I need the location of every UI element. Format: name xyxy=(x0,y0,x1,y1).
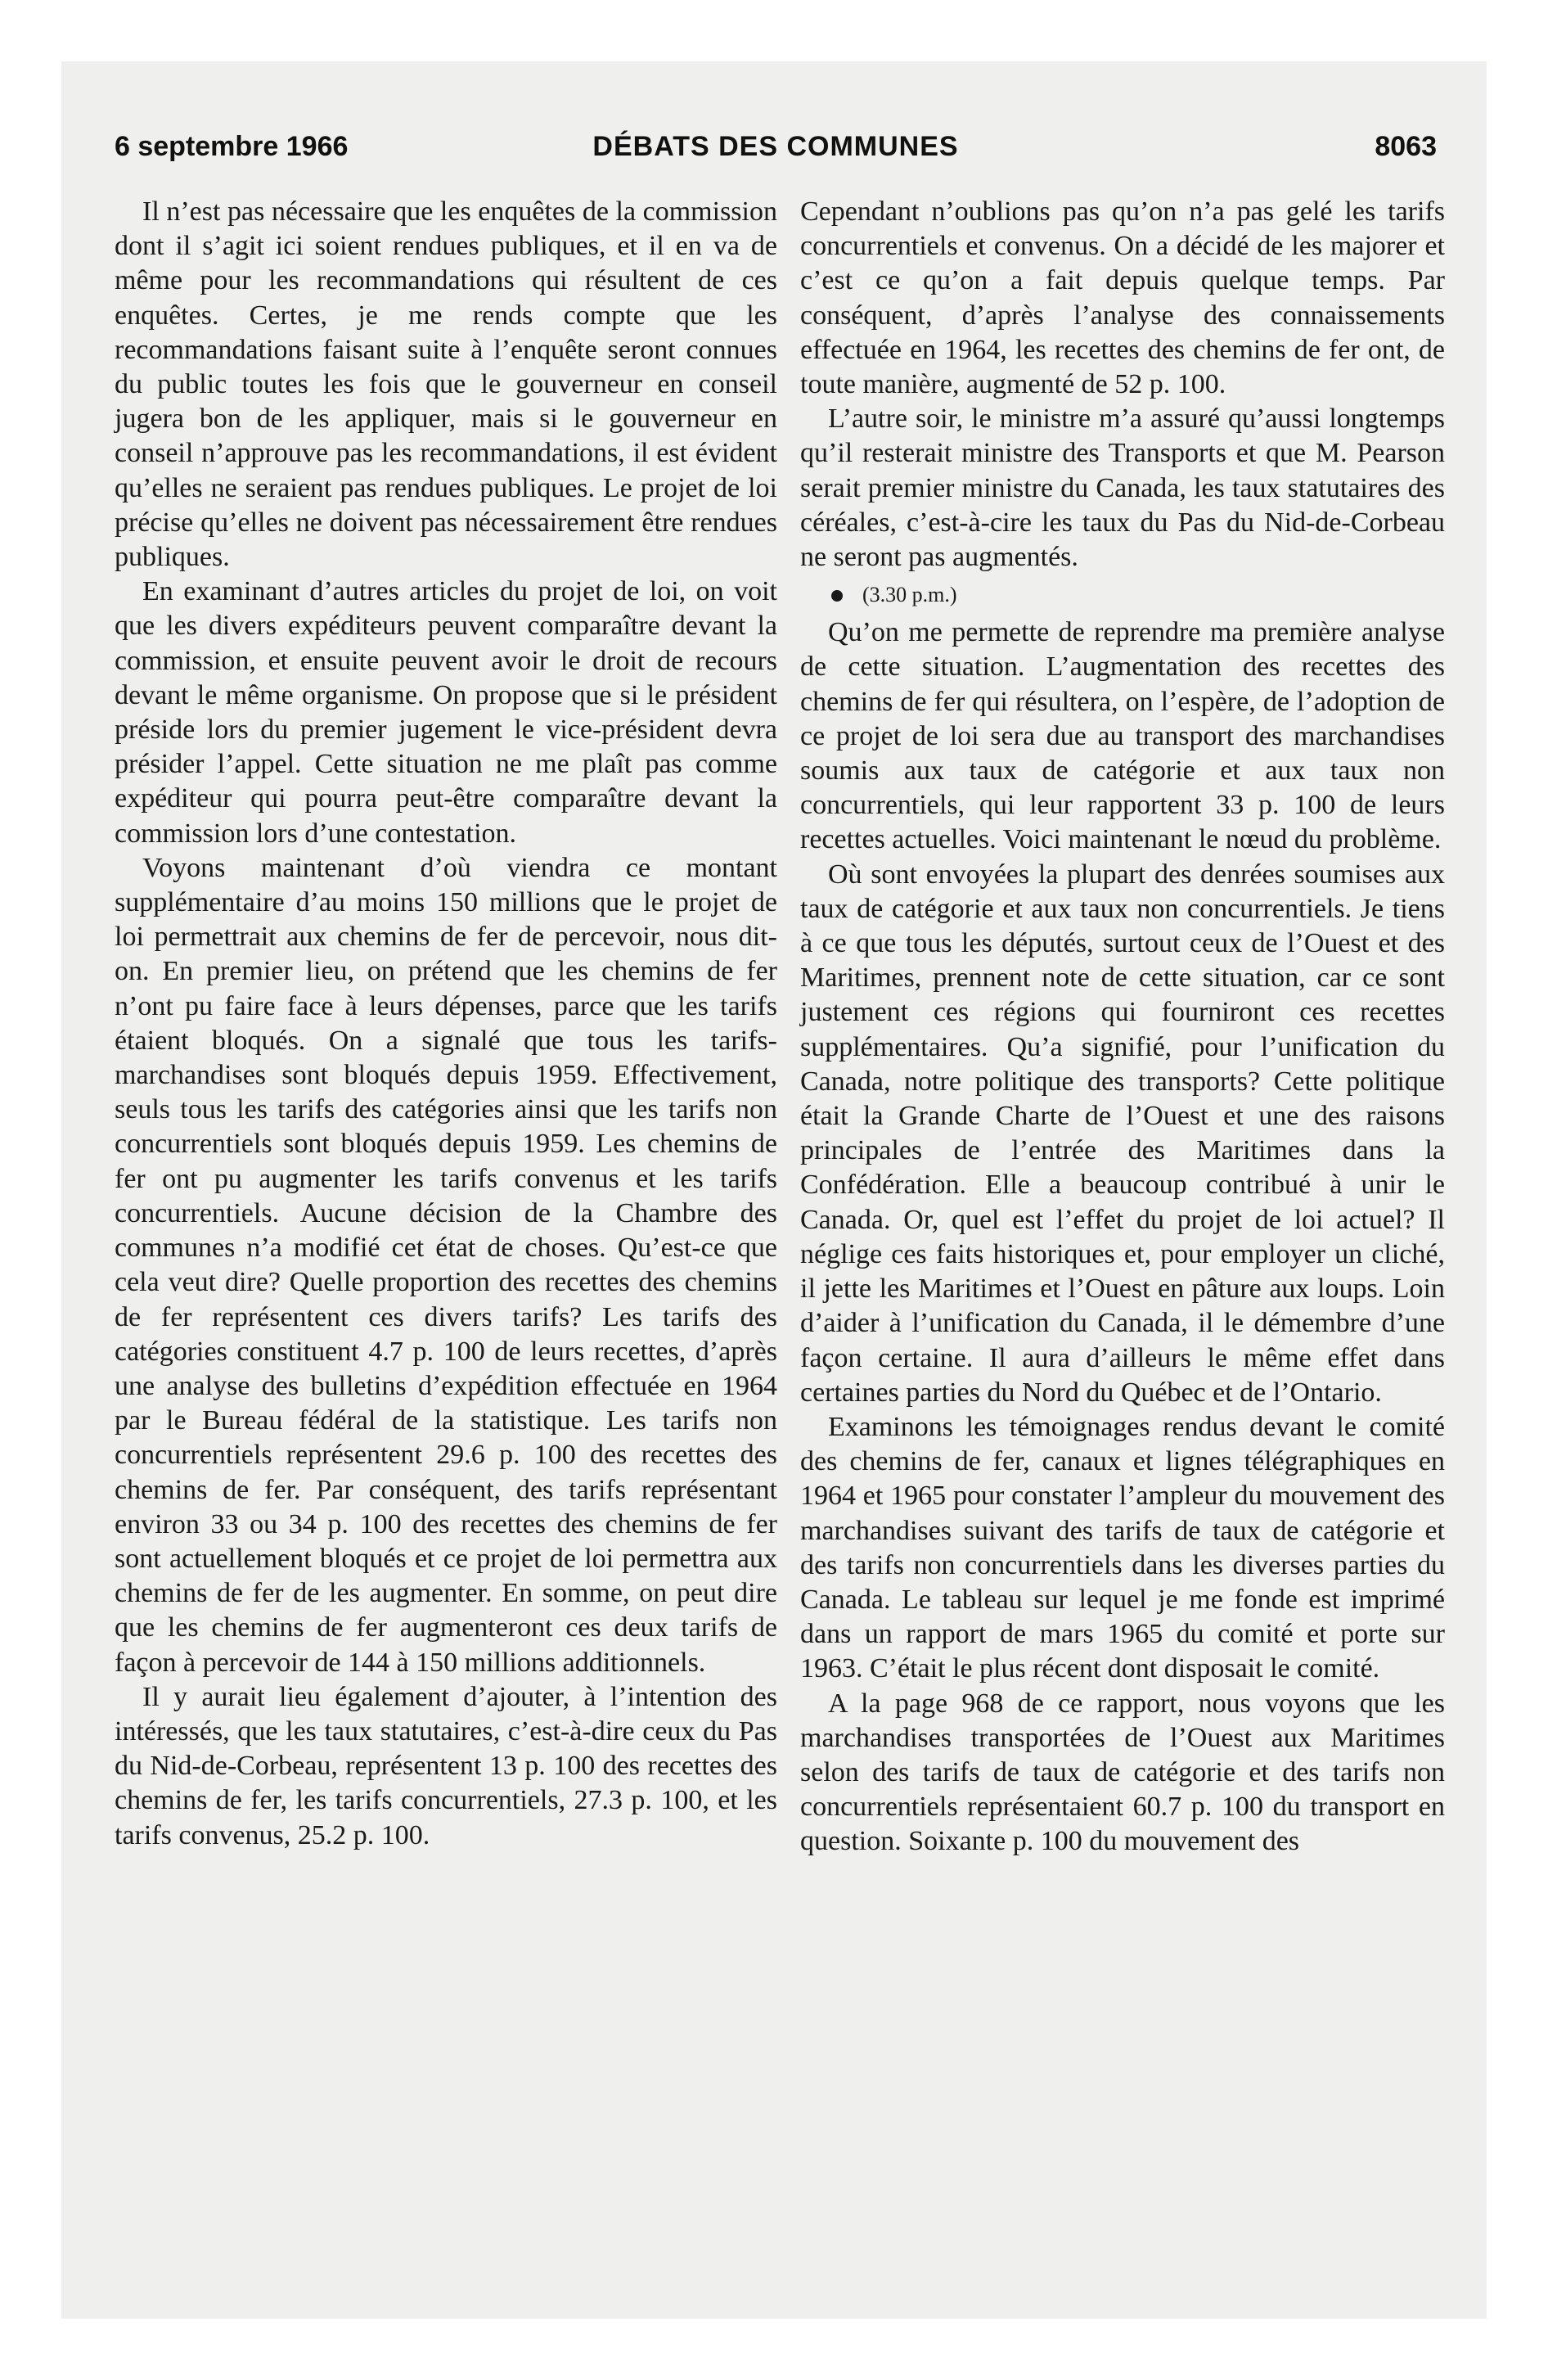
paragraph: Où sont envoyées la plupart des denrées soumises aux taux de catégorie et aux taux non concurrentiels. Je tiens à ce que tous les députés, surtout ceux de l’Ouest et des Maritimes, prennent note de cette situation, car ce sont justement ces régions qui fourniront ces recettes supplémentaires. Qu’a signifié, pour l’unification du Canada, notre politique des transports? Cette politique était la Grande Charte de l’Ouest et une des raisons principales de l’entrée des Maritimes dans la Confédération. Elle a beaucoup contribué à unir le Canada. Or, quel est l’effet du projet de loi actuel? Il néglige ces faits historiques et, pour employer un cliché, il jette les Maritimes et l’Ouest en pâture aux loups. Loin d’aider à l’unification du Canada, il le démembre d’une façon certaine. Il aura d’ailleurs le même effet dans certaines parties du Nord du Québec et de l’Ontario. xyxy=(800,859,1445,1408)
paragraph: L’autre soir, le ministre m’a assuré qu’aussi longtemps qu’il resterait ministre des Transports et que M. Pearson serait premier ministre du Canada, les taux statutaires des céréales, c’est-à-cire les taux du Pas du Nid-de-Corbeau ne seront pas augmentés. xyxy=(800,403,1445,573)
page-header xyxy=(115,131,1437,172)
bullet-icon xyxy=(831,590,843,602)
paragraph: Cependant n’oublions pas qu’on n’a pas gelé les tarifs concurrentiels et convenus. On a décidé de les majorer et c’est ce qu’on a fait depuis quelque temps. Par conséquent, d’après l’analyse des connaissements effectuée en 1964, les recettes des chemins de fer ont, de toute manière, augmenté de 52 p. 100. xyxy=(800,196,1445,400)
paragraph: Voyons maintenant d’où viendra ce montant supplémentaire d’au moins 150 millions que le projet de loi permettrait aux chemins de fer de percevoir, nous dit-on. En premier lieu, on prétend que les chemins de fer n’ont pu faire face à leurs dépenses, parce que les tarifs étaient bloqués. On a signalé que tous les tarifs-marchandises sont bloqués depuis 1959. Effectivement, seuls tous les tarifs des catégories ainsi que les tarifs non concurrentiels sont bloqués depuis 1959. Les chemins de fer ont pu augmenter les tarifs convenus et les tarifs concurrentiels. Aucune décision de la Chambre des communes n’a modifié cet état de choses. Qu’est-ce que cela veut dire? Quelle proportion des recettes des chemins de fer représentent ces divers tarifs? Les tarifs des catégories constituent 4.7 p. 100 de leurs recettes, d’après une analyse des bulletins d’expédition effectuée en 1964 par le Bureau fédéral de la statistique. Les tarifs non concurrentiels représentent 29.6 p. 100 des recettes des chemins de fer. Par conséquent, des tarifs représentant environ 33 ou 34 p. 100 des recettes des chemins de fer sont actuellement bloqués et ce projet de loi permettra aux chemins de fer de les augmenter. En somme, on peut dire que les chemins de fer augmenteront ces deux tarifs de façon à percevoir de 144 à 150 millions additionnels. xyxy=(115,852,777,1678)
paragraph: En examinant d’autres articles du projet de loi, on voit que les divers expéditeurs peuvent comparaître devant la commission, et ensuite peuvent avoir le droit de recours devant le même organisme. On propose que si le président préside lors du premier jugement le vice-président devra présider l’appel. Cette situation ne me plaît pas comme expéditeur qui pourra peut-être comparaître devant la commission lors d’une contestation. xyxy=(115,576,777,849)
time-marker-text: (3.30 p.m.) xyxy=(862,583,957,607)
paragraph: Il y aurait lieu également d’ajouter, à l’intention des intéressés, que les taux statutaires, c’est-à-dire ceux du Pas du Nid-de-Corbeau, représentent 13 p. 100 des recettes des chemins de fer, les tarifs concurrentiels, 27.3 p. 100, et les tarifs convenus, 25.2 p. 100. xyxy=(115,1681,777,1850)
paragraph: Il n’est pas nécessaire que les enquêtes de la commission dont il s’agit ici soient rendues publiques, et il en va de même pour les recommandations qui résultent de ces enquêtes. Certes, je me rends compte que les recommandations faisant suite à l’enquête seront connues du public toutes les fois que le gouverneur en conseil jugera bon de les appliquer, mais si le gouverneur en conseil n’approuve pas les recommandations, il est évident qu’elles ne seraient pas rendues publiques. Le projet de loi précise qu’elles ne doivent pas nécessairement être rendues publiques. xyxy=(115,196,777,573)
time-marker xyxy=(800,575,1445,615)
header-date: 6 septembre 1966 xyxy=(115,131,349,162)
left-column xyxy=(115,195,777,1853)
header-title: DÉBATS DES COMMUNES xyxy=(592,131,959,162)
right-column xyxy=(800,195,1445,1859)
paragraph: A la page 968 de ce rapport, nous voyons que les marchandises transportées de l’Ouest aux Maritimes selon des tarifs de taux de catégorie et des tarifs non concurrentiels représentaient 60.7 p. 100 du transport en question. Soixante p. 100 du mouvement des xyxy=(800,1688,1445,1857)
header-page-number: 8063 xyxy=(1375,131,1437,162)
paragraph: Qu’on me permette de reprendre ma première analyse de cette situation. L’augmentation des recettes des chemins de fer qui résultera, on l’espère, de l’adoption de ce projet de loi sera due au transport des marchandises soumis aux taux de catégorie et aux taux non concurrentiels, qui leur rapportent 33 p. 100 de leurs recettes actuelles. Voici maintenant le nœud du problème. xyxy=(800,617,1445,855)
paragraph: Examinons les témoignages rendus devant le comité des chemins de fer, canaux et lignes télégraphiques en 1964 et 1965 pour constater l’ampleur du mouvement des marchandises suivant des tarifs de taux de catégorie et des tarifs non concurrentiels dans les diverses parties du Canada. Le tableau sur lequel je me fonde est imprimé dans un rapport de mars 1965 du comité et porte sur 1963. C’était le plus récent dont disposait le comité. xyxy=(800,1411,1445,1684)
